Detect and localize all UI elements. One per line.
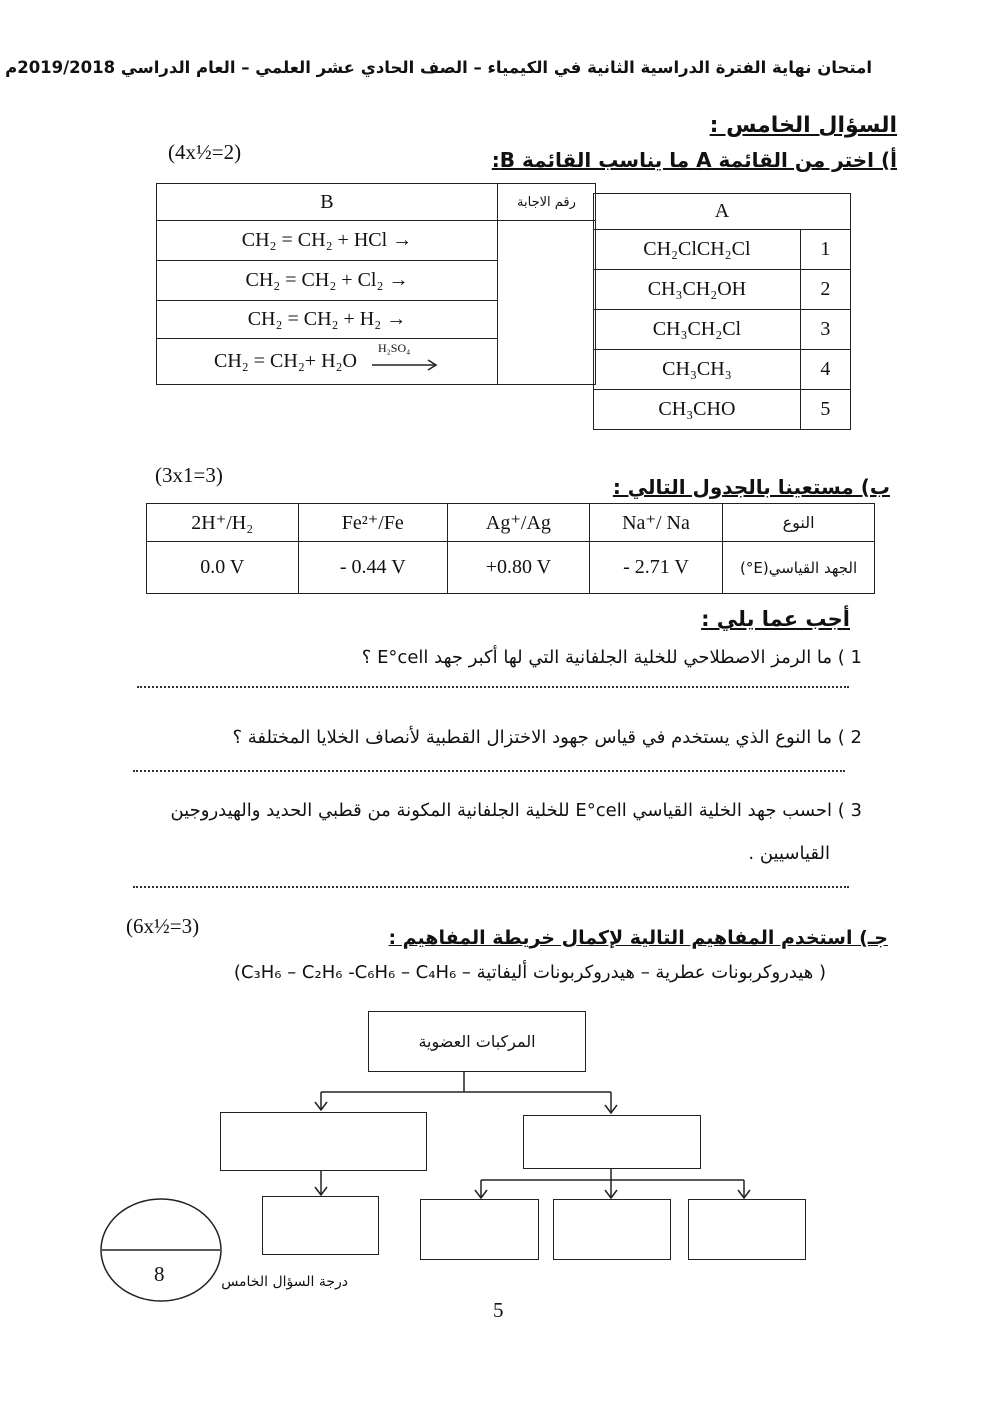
question-3-continued: القياسيين . [748, 843, 830, 864]
exam-header: امتحان نهاية الفترة الدراسية الثانية في الكيمياء – الصف الحادي عشر العلمي – العام الدراسي 2019/2018م [5, 58, 872, 77]
part-b-label: ب) مستعينا بالجدول التالي : [612, 475, 890, 499]
part-c-score: (6x½=3) [126, 914, 200, 938]
potential-fe: - 0.44 V [298, 542, 448, 594]
a-item-text-4: CH₃CH₃ [594, 350, 801, 390]
concept-box-left[interactable] [220, 1112, 427, 1171]
a-item-text-2: CH₃CH₂OH [594, 270, 801, 310]
question-2-text: ما النوع الذي يستخدم في قياس جهود الاختزال القطبية لأنصاف الخلايا المختلفة ؟ [232, 727, 833, 748]
part-c-label: جـ) استخدم المفاهيم التالية لإكمال خريطة المفاهيم : [388, 927, 888, 949]
question-3-num: 3 ) [837, 800, 862, 821]
grade-label: درجة السؤال الخامس [221, 1274, 348, 1290]
a-item-text-3: CH₃CH₂Cl [594, 310, 801, 350]
answer-following-label: أجب عما يلي : [701, 607, 850, 631]
page-number: 5 [493, 1298, 504, 1322]
a-item-text-5: CH₃CHO [594, 390, 801, 430]
potential-ag: +0.80 V [448, 542, 590, 594]
catalyst-label: H₂SO₄ [377, 341, 411, 356]
b-item-3: CH₂ = CH₂ + H₂ → [157, 301, 498, 339]
grade-value: 8 [154, 1262, 165, 1286]
concept-root-label: المركبات العضوية [418, 1032, 536, 1051]
row-type-label: النوع [723, 504, 875, 542]
potential-na: - 2.71 V [589, 542, 722, 594]
couple-ag: Ag⁺/Ag [448, 504, 590, 542]
a-item-num-1: 1 [800, 230, 850, 270]
question-3-text: احسب جهد الخلية القياسي E°cell للخلية الجلفانية المكونة من قطبي الحديد والهيدروجين [170, 800, 833, 821]
concept-box-right-child-2[interactable] [553, 1199, 671, 1260]
grade-circle [98, 1196, 224, 1304]
col-answer-header: رقم الاجابة [497, 184, 595, 221]
a-item-num-3: 3 [800, 310, 850, 350]
concept-box-right-child-1[interactable] [420, 1199, 539, 1260]
b-item-2: CH₂ = CH₂ + Cl₂ → [157, 261, 498, 301]
question-title: السؤال الخامس : [709, 113, 897, 138]
b-item-1: CH₂ = CH₂ + HCl → [157, 221, 498, 261]
a-item-text-1: CH₂ClCH₂Cl [594, 230, 801, 270]
row-potential-label: الجهد القياسي(E°) [723, 542, 875, 594]
concept-box-right[interactable] [523, 1115, 701, 1169]
a-item-num-2: 2 [800, 270, 850, 310]
part-a-label: أ) اختر من القائمة A ما يناسب القائمة B: [491, 148, 897, 172]
a-item-num-4: 4 [800, 350, 850, 390]
part-b-score: (3x1=3) [155, 463, 223, 487]
b-item-4-text: CH₂ = CH₂+ H₂O [214, 349, 357, 372]
question-2-num: 2 ) [837, 727, 862, 748]
question-1-num: 1 ) [837, 647, 862, 668]
potential-h2: 0.0 V [147, 542, 299, 594]
couple-fe: Fe²⁺/Fe [298, 504, 448, 542]
concepts-list: ( هيدروكربونات عطرية – هيدروكربونات أليفاتية – C₃H₆ – C₂H₆ -C₆H₆ – C₄H₆) [233, 962, 826, 983]
concept-box-right-child-3[interactable] [688, 1199, 806, 1260]
col-b-header: B [157, 184, 498, 221]
part-a-score: (4x½=2) [168, 140, 242, 164]
couple-na: Na⁺/ Na [589, 504, 722, 542]
a-item-num-5: 5 [800, 390, 850, 430]
concept-box-left-child[interactable] [262, 1196, 379, 1255]
col-a-header: A [594, 194, 851, 230]
question-1-text: ما الرمز الاصطلاحي للخلية الجلفانية التي لها أكبر جهد E°cell ؟ [361, 647, 833, 668]
couple-h2: 2H⁺/H₂ [147, 504, 299, 542]
